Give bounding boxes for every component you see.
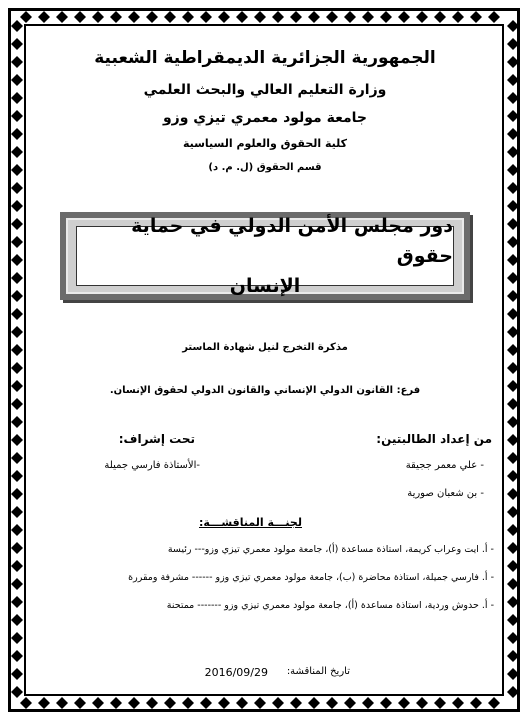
border-diamond	[38, 11, 50, 23]
student-name: - علي معمر ججيقة	[405, 460, 484, 471]
border-diamond	[200, 697, 212, 709]
border-diamond	[326, 697, 338, 709]
border-diamond	[507, 650, 519, 662]
committee-member: - أ. فارسي جميلة، استاذة محاضرة (ب)، جامعة مولود معمري تيزي وزو ------ مشرفة ومقررة	[128, 572, 494, 583]
border-diamond	[254, 697, 266, 709]
border-diamond	[507, 542, 519, 554]
border-diamond	[452, 11, 464, 23]
border-diamond	[507, 560, 519, 572]
border-diamond	[20, 697, 32, 709]
border-diamond	[110, 11, 122, 23]
border-diamond	[470, 697, 482, 709]
border-diamond	[507, 290, 519, 302]
border-diamond	[507, 434, 519, 446]
supervisor-label: تحت إشراف:	[118, 432, 195, 446]
border-diamond	[164, 697, 176, 709]
border-diamond	[11, 200, 23, 212]
border-diamond	[11, 218, 23, 230]
students-label: من إعداد الطالبتين:	[376, 432, 492, 446]
border-diamond	[11, 308, 23, 320]
border-diamond	[11, 362, 23, 374]
border-diamond	[11, 254, 23, 266]
border-diamond	[146, 697, 158, 709]
border-diamond	[92, 697, 104, 709]
border-diamond	[326, 11, 338, 23]
ministry-heading: وزارة التعليم العالي والبحث العلمي	[143, 82, 387, 98]
defense-date-value: 2016/09/29	[204, 666, 268, 679]
border-diamond	[11, 506, 23, 518]
university-heading: جامعة مولود معمري تيزي وزو	[162, 110, 368, 126]
title-frame	[60, 212, 470, 300]
border-diamond	[11, 470, 23, 482]
border-diamond	[362, 697, 374, 709]
border-diamond	[507, 596, 519, 608]
border-diamond	[507, 632, 519, 644]
border-diamond	[146, 11, 158, 23]
border-diamond	[452, 697, 464, 709]
border-diamond	[507, 200, 519, 212]
border-diamond	[56, 11, 68, 23]
border-diamond	[507, 578, 519, 590]
border-diamond	[11, 650, 23, 662]
border-diamond	[38, 697, 50, 709]
thesis-title-line2: الإنسان	[229, 275, 301, 297]
border-diamond	[236, 11, 248, 23]
border-diamond	[164, 11, 176, 23]
border-diamond	[11, 398, 23, 410]
border-diamond	[507, 182, 519, 194]
border-diamond	[11, 272, 23, 284]
border-diamond	[272, 697, 284, 709]
border-diamond	[11, 560, 23, 572]
border-diamond	[507, 308, 519, 320]
border-diamond	[92, 11, 104, 23]
border-diamond	[488, 11, 500, 23]
defense-date-label: تاريخ المناقشة:	[286, 666, 350, 677]
border-diamond	[11, 524, 23, 536]
border-diamond	[110, 697, 122, 709]
border-diamond	[416, 11, 428, 23]
border-diamond	[344, 697, 356, 709]
border-diamond	[182, 697, 194, 709]
border-diamond	[290, 11, 302, 23]
title-panel	[76, 215, 454, 297]
border-diamond	[56, 697, 68, 709]
border-diamond	[254, 11, 266, 23]
border-diamond	[11, 416, 23, 428]
border-diamond	[507, 614, 519, 626]
border-diamond	[200, 11, 212, 23]
border-diamond	[398, 11, 410, 23]
border-diamond	[507, 524, 519, 536]
border-diamond	[507, 362, 519, 374]
border-diamond	[507, 488, 519, 500]
border-diamond	[11, 632, 23, 644]
border-diamond	[434, 11, 446, 23]
border-diamond	[11, 434, 23, 446]
thesis-title-line1: دور مجلس الأمن الدولي في حماية حقوق	[131, 215, 453, 267]
border-diamond	[470, 11, 482, 23]
faculty-heading: كلية الحقوق والعلوم السياسية	[182, 137, 348, 150]
supervisor-name: -الأستاذة فارسي جميلة	[104, 460, 200, 471]
border-diamond	[344, 11, 356, 23]
border-diamond	[507, 470, 519, 482]
border-diamond	[218, 697, 230, 709]
border-diamond	[507, 20, 519, 32]
border-diamond	[11, 182, 23, 194]
border-diamond	[74, 11, 86, 23]
republic-heading: الجمهورية الجزائرية الديمقراطية الشعبية	[94, 48, 436, 68]
border-diamond	[11, 578, 23, 590]
border-diamond	[380, 697, 392, 709]
border-diamond	[308, 11, 320, 23]
border-diamond	[507, 326, 519, 338]
border-diamond	[11, 668, 23, 680]
border-diamond	[507, 506, 519, 518]
border-diamond	[488, 697, 500, 709]
border-diamond	[236, 697, 248, 709]
border-diamond	[507, 254, 519, 266]
border-diamond	[11, 236, 23, 248]
border-diamond	[507, 218, 519, 230]
border-diamond	[507, 236, 519, 248]
border-diamond	[74, 697, 86, 709]
border-diamond	[434, 697, 446, 709]
student-name: - بن شعبان صورية	[407, 488, 484, 499]
border-diamond	[218, 11, 230, 23]
border-diamond	[507, 452, 519, 464]
border-diamond	[507, 686, 519, 698]
border-diamond	[380, 11, 392, 23]
thesis-note: مذكرة التخرج لنيل شهادة الماستر	[182, 342, 348, 353]
border-diamond	[128, 697, 140, 709]
border-diamond	[11, 596, 23, 608]
border-diamond	[398, 697, 410, 709]
border-diamond	[507, 272, 519, 284]
committee-member: - أ. حدوش وردية، استاذة مساعدة (أ)، جامعة مولود معمري تيزي وزو ------- ممتحنة	[166, 600, 494, 611]
border-diamond	[128, 11, 140, 23]
department-heading: قسم الحقوق (ل. م. د)	[208, 162, 322, 173]
border-diamond	[507, 668, 519, 680]
border-diamond	[290, 697, 302, 709]
border-diamond	[11, 686, 23, 698]
border-diamond	[416, 697, 428, 709]
border-diamond	[11, 326, 23, 338]
border-diamond	[308, 697, 320, 709]
border-diamond	[11, 452, 23, 464]
border-diamond	[20, 11, 32, 23]
border-diamond	[11, 290, 23, 302]
border-diamond	[11, 20, 23, 32]
branch: فرع: القانون الدولي الإنساني والقانون الدولي لحقوق الإنسان.	[109, 385, 421, 396]
border-diamond	[11, 542, 23, 554]
border-diamond	[182, 11, 194, 23]
border-diamond	[11, 488, 23, 500]
border-diamond	[507, 416, 519, 428]
committee-label: لجنـــة المناقشـــة:	[199, 516, 302, 529]
committee-member: - أ. ايت وعراب كريمة، استاذة مساعدة (أ)، جامعة مولود معمري تيزي وزو--- رئيسة	[167, 544, 494, 555]
border-diamond	[507, 398, 519, 410]
border-diamond	[362, 11, 374, 23]
border-diamond	[11, 614, 23, 626]
border-diamond	[272, 11, 284, 23]
